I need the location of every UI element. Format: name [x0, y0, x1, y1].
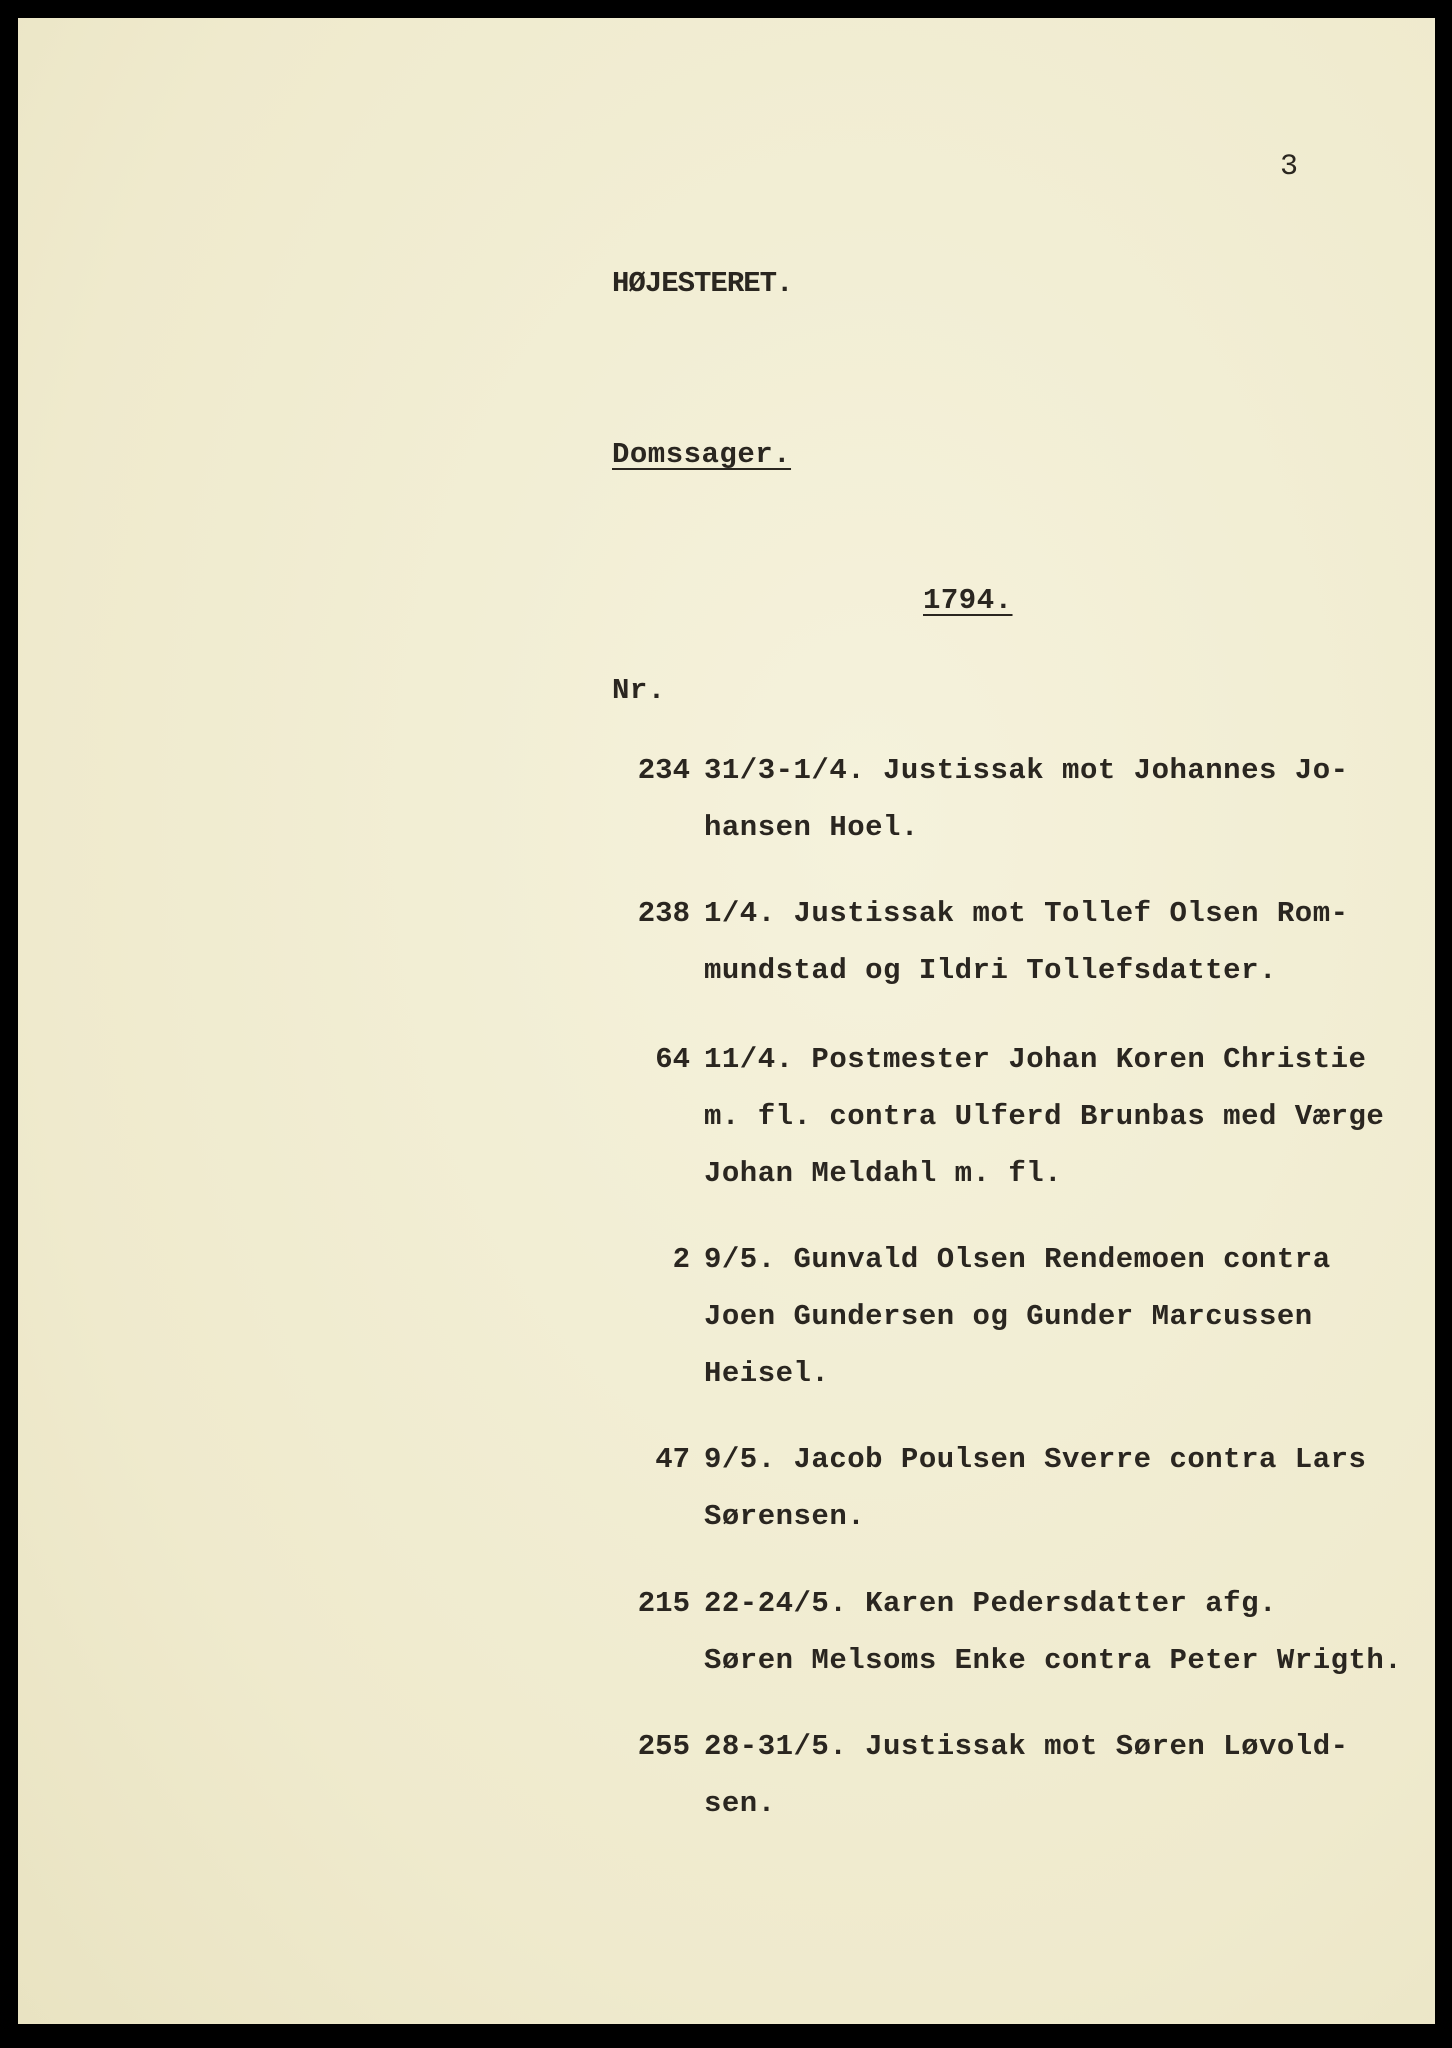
case-text-line: Sørensen.	[704, 1500, 866, 1533]
case-text-line: m. fl. contra Ulferd Brunbas med Værge	[704, 1100, 1385, 1133]
number-column-header: Nr.	[612, 674, 666, 707]
case-text-line: Søren Melsoms Enke contra Peter Wrigth.	[704, 1644, 1403, 1677]
case-number: 47	[655, 1443, 690, 1476]
case-text-line: 11/4. Postmester Johan Koren Christie	[704, 1043, 1367, 1076]
court-heading: HØJESTERET.	[612, 267, 793, 300]
case-text-line: Johan Meldahl m. fl.	[704, 1157, 1063, 1190]
case-number: 2	[672, 1243, 690, 1276]
case-text-line: 9/5. Gunvald Olsen Rendemoen contra	[704, 1243, 1331, 1276]
case-text-line: 22-24/5. Karen Pedersdatter afg.	[704, 1587, 1277, 1620]
year-heading: 1794.	[923, 584, 1013, 617]
page-number: 3	[1280, 150, 1299, 184]
case-text-line: sen.	[704, 1787, 776, 1820]
case-number: 64	[655, 1043, 690, 1076]
case-text-line: 9/5. Jacob Poulsen Sverre contra Lars	[704, 1443, 1367, 1476]
case-text-line: Heisel.	[704, 1357, 830, 1390]
document-page	[18, 18, 1435, 2024]
case-text-line: 1/4. Justissak mot Tollef Olsen Rom-	[704, 897, 1349, 930]
case-number: 255	[637, 1730, 690, 1763]
case-number: 215	[637, 1587, 690, 1620]
case-text-line: Joen Gundersen og Gunder Marcussen	[704, 1300, 1313, 1333]
case-text-line: 31/3-1/4. Justissak mot Johannes Jo-	[704, 754, 1349, 787]
section-heading: Domssager.	[612, 438, 792, 471]
case-number: 234	[637, 754, 690, 787]
case-text-line: mundstad og Ildri Tollefsdatter.	[704, 954, 1277, 987]
case-number: 238	[637, 897, 690, 930]
case-text-line: hansen Hoel.	[704, 811, 919, 844]
case-text-line: 28-31/5. Justissak mot Søren Løvold-	[704, 1730, 1349, 1763]
